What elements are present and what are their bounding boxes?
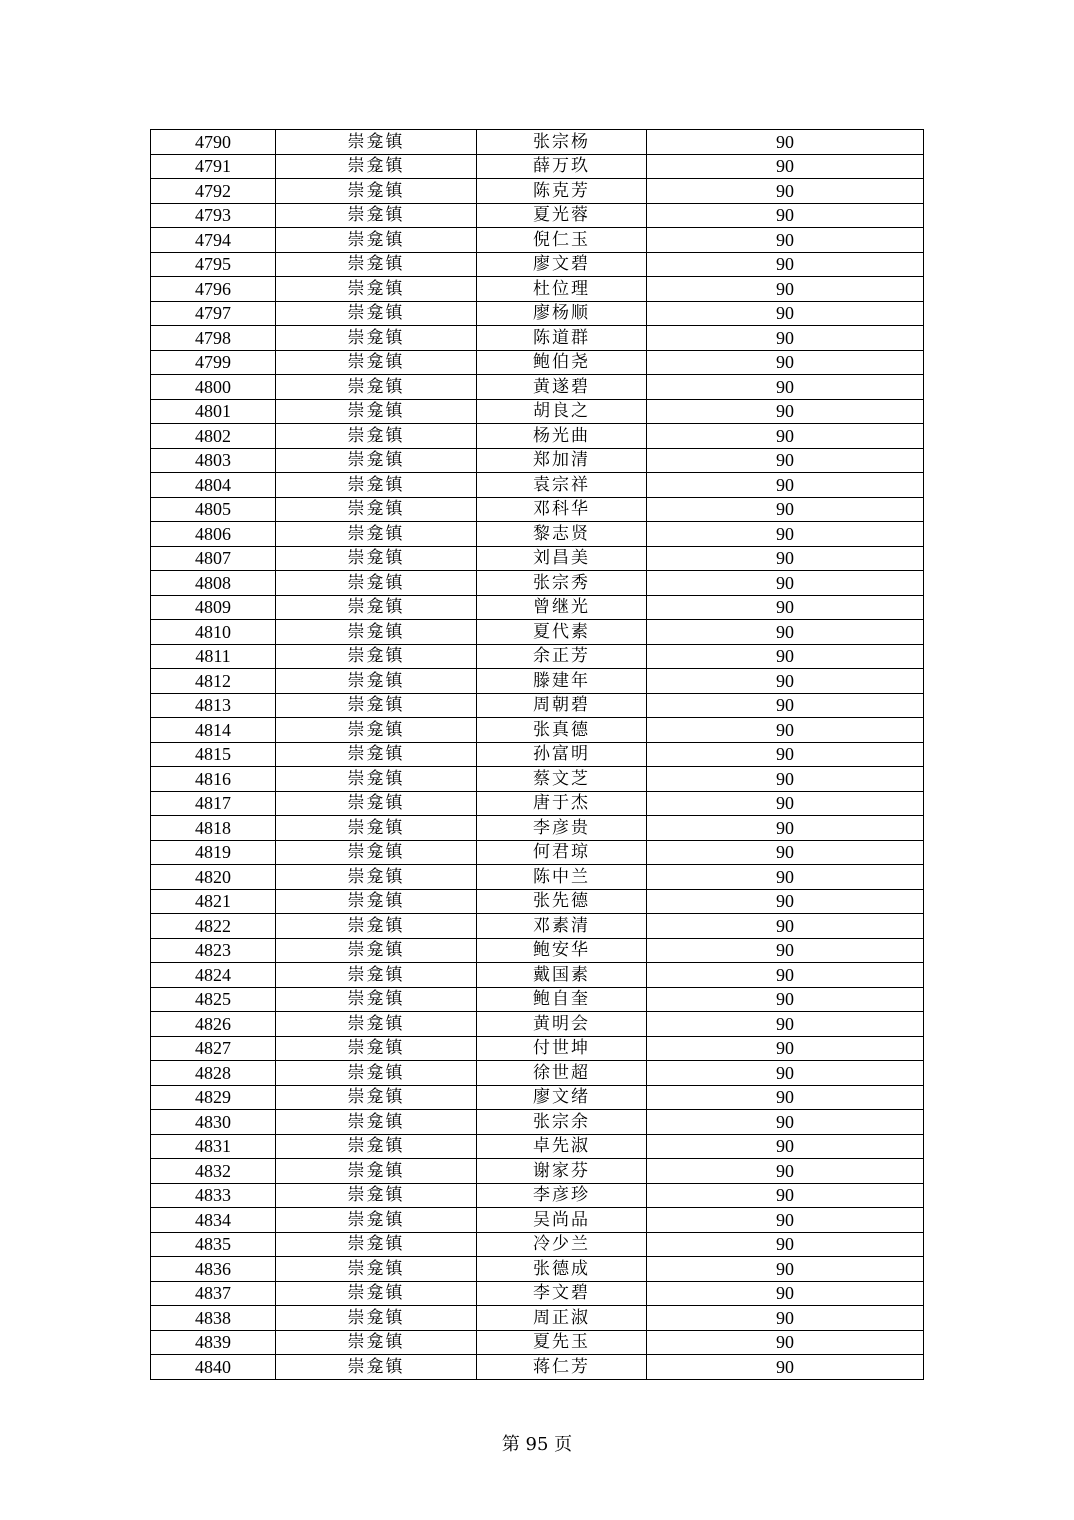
amount-cell: 90 xyxy=(647,1183,924,1208)
name-cell: 曾继光 xyxy=(477,595,647,620)
town-cell: 崇龛镇 xyxy=(276,1281,477,1306)
table-row xyxy=(151,326,924,351)
serial-number-cell: 4802 xyxy=(151,424,276,449)
amount-cell: 90 xyxy=(647,718,924,743)
serial-number-cell: 4826 xyxy=(151,1012,276,1037)
town-cell: 崇龛镇 xyxy=(276,301,477,326)
name-cell: 张宗杨 xyxy=(477,130,647,155)
name-cell: 张宗秀 xyxy=(477,571,647,596)
amount-cell: 90 xyxy=(647,1085,924,1110)
town-cell: 崇龛镇 xyxy=(276,693,477,718)
town-cell: 崇龛镇 xyxy=(276,1159,477,1184)
name-cell: 张宗余 xyxy=(477,1110,647,1135)
serial-number-cell: 4829 xyxy=(151,1085,276,1110)
serial-number-cell: 4796 xyxy=(151,277,276,302)
table-row xyxy=(151,595,924,620)
amount-cell: 90 xyxy=(647,1306,924,1331)
serial-number-cell: 4839 xyxy=(151,1330,276,1355)
town-cell: 崇龛镇 xyxy=(276,987,477,1012)
name-cell: 陈克芳 xyxy=(477,179,647,204)
name-cell: 蒋仁芳 xyxy=(477,1355,647,1380)
town-cell: 崇龛镇 xyxy=(276,791,477,816)
name-cell: 张德成 xyxy=(477,1257,647,1282)
name-cell: 李文碧 xyxy=(477,1281,647,1306)
name-cell: 邓素清 xyxy=(477,914,647,939)
roster-table-body xyxy=(151,130,924,1380)
amount-cell: 90 xyxy=(647,963,924,988)
table-row xyxy=(151,252,924,277)
serial-number-cell: 4809 xyxy=(151,595,276,620)
table-row xyxy=(151,203,924,228)
town-cell: 崇龛镇 xyxy=(276,644,477,669)
table-row xyxy=(151,350,924,375)
table-row xyxy=(151,718,924,743)
serial-number-cell: 4830 xyxy=(151,1110,276,1135)
name-cell: 鲍安华 xyxy=(477,938,647,963)
serial-number-cell: 4818 xyxy=(151,816,276,841)
amount-cell: 90 xyxy=(647,546,924,571)
town-cell: 崇龛镇 xyxy=(276,914,477,939)
table-row xyxy=(151,889,924,914)
serial-number-cell: 4838 xyxy=(151,1306,276,1331)
serial-number-cell: 4798 xyxy=(151,326,276,351)
name-cell: 唐于杰 xyxy=(477,791,647,816)
serial-number-cell: 4822 xyxy=(151,914,276,939)
amount-cell: 90 xyxy=(647,840,924,865)
amount-cell: 90 xyxy=(647,644,924,669)
town-cell: 崇龛镇 xyxy=(276,718,477,743)
table-row xyxy=(151,154,924,179)
town-cell: 崇龛镇 xyxy=(276,1306,477,1331)
town-cell: 崇龛镇 xyxy=(276,228,477,253)
amount-cell: 90 xyxy=(647,228,924,253)
name-cell: 张真德 xyxy=(477,718,647,743)
serial-number-cell: 4821 xyxy=(151,889,276,914)
table-row xyxy=(151,1012,924,1037)
name-cell: 夏先玉 xyxy=(477,1330,647,1355)
town-cell: 崇龛镇 xyxy=(276,546,477,571)
amount-cell: 90 xyxy=(647,938,924,963)
name-cell: 李彦珍 xyxy=(477,1183,647,1208)
serial-number-cell: 4815 xyxy=(151,742,276,767)
serial-number-cell: 4823 xyxy=(151,938,276,963)
name-cell: 鲍伯尧 xyxy=(477,350,647,375)
table-row xyxy=(151,1306,924,1331)
town-cell: 崇龛镇 xyxy=(276,154,477,179)
serial-number-cell: 4801 xyxy=(151,399,276,424)
amount-cell: 90 xyxy=(647,693,924,718)
name-cell: 袁宗祥 xyxy=(477,473,647,498)
serial-number-cell: 4828 xyxy=(151,1061,276,1086)
serial-number-cell: 4794 xyxy=(151,228,276,253)
name-cell: 周正淑 xyxy=(477,1306,647,1331)
town-cell: 崇龛镇 xyxy=(276,350,477,375)
amount-cell: 90 xyxy=(647,1061,924,1086)
table-row xyxy=(151,644,924,669)
table-row xyxy=(151,277,924,302)
town-cell: 崇龛镇 xyxy=(276,130,477,155)
table-row xyxy=(151,473,924,498)
table-row xyxy=(151,1061,924,1086)
name-cell: 冷少兰 xyxy=(477,1232,647,1257)
amount-cell: 90 xyxy=(647,350,924,375)
town-cell: 崇龛镇 xyxy=(276,1134,477,1159)
town-cell: 崇龛镇 xyxy=(276,1012,477,1037)
table-row xyxy=(151,497,924,522)
serial-number-cell: 4799 xyxy=(151,350,276,375)
table-row xyxy=(151,228,924,253)
serial-number-cell: 4812 xyxy=(151,669,276,694)
amount-cell: 90 xyxy=(647,865,924,890)
table-row xyxy=(151,1110,924,1135)
amount-cell: 90 xyxy=(647,914,924,939)
amount-cell: 90 xyxy=(647,1036,924,1061)
town-cell: 崇龛镇 xyxy=(276,375,477,400)
table-row xyxy=(151,1085,924,1110)
amount-cell: 90 xyxy=(647,1012,924,1037)
serial-number-cell: 4790 xyxy=(151,130,276,155)
town-cell: 崇龛镇 xyxy=(276,620,477,645)
town-cell: 崇龛镇 xyxy=(276,179,477,204)
amount-cell: 90 xyxy=(647,1257,924,1282)
amount-cell: 90 xyxy=(647,1330,924,1355)
amount-cell: 90 xyxy=(647,1134,924,1159)
serial-number-cell: 4793 xyxy=(151,203,276,228)
serial-number-cell: 4817 xyxy=(151,791,276,816)
town-cell: 崇龛镇 xyxy=(276,522,477,547)
name-cell: 蔡文芝 xyxy=(477,767,647,792)
amount-cell: 90 xyxy=(647,277,924,302)
table-row xyxy=(151,1208,924,1233)
town-cell: 崇龛镇 xyxy=(276,816,477,841)
town-cell: 崇龛镇 xyxy=(276,1183,477,1208)
amount-cell: 90 xyxy=(647,571,924,596)
amount-cell: 90 xyxy=(647,1281,924,1306)
amount-cell: 90 xyxy=(647,130,924,155)
serial-number-cell: 4824 xyxy=(151,963,276,988)
table-row xyxy=(151,571,924,596)
table-row xyxy=(151,816,924,841)
name-cell: 夏代素 xyxy=(477,620,647,645)
town-cell: 崇龛镇 xyxy=(276,252,477,277)
serial-number-cell: 4813 xyxy=(151,693,276,718)
name-cell: 陈道群 xyxy=(477,326,647,351)
town-cell: 崇龛镇 xyxy=(276,424,477,449)
serial-number-cell: 4792 xyxy=(151,179,276,204)
amount-cell: 90 xyxy=(647,1355,924,1380)
name-cell: 黄遂碧 xyxy=(477,375,647,400)
amount-cell: 90 xyxy=(647,203,924,228)
amount-cell: 90 xyxy=(647,595,924,620)
serial-number-cell: 4806 xyxy=(151,522,276,547)
name-cell: 黄明会 xyxy=(477,1012,647,1037)
name-cell: 谢家芬 xyxy=(477,1159,647,1184)
amount-cell: 90 xyxy=(647,399,924,424)
table-row xyxy=(151,865,924,890)
town-cell: 崇龛镇 xyxy=(276,669,477,694)
amount-cell: 90 xyxy=(647,791,924,816)
name-cell: 杜位理 xyxy=(477,277,647,302)
serial-number-cell: 4795 xyxy=(151,252,276,277)
town-cell: 崇龛镇 xyxy=(276,1036,477,1061)
amount-cell: 90 xyxy=(647,620,924,645)
serial-number-cell: 4804 xyxy=(151,473,276,498)
table-row xyxy=(151,399,924,424)
name-cell: 廖杨顺 xyxy=(477,301,647,326)
serial-number-cell: 4805 xyxy=(151,497,276,522)
serial-number-cell: 4803 xyxy=(151,448,276,473)
name-cell: 刘昌美 xyxy=(477,546,647,571)
table-row xyxy=(151,1232,924,1257)
name-cell: 鲍自奎 xyxy=(477,987,647,1012)
table-row xyxy=(151,1134,924,1159)
table-row xyxy=(151,130,924,155)
town-cell: 崇龛镇 xyxy=(276,865,477,890)
roster-table xyxy=(150,129,924,1380)
serial-number-cell: 4825 xyxy=(151,987,276,1012)
table-row xyxy=(151,987,924,1012)
name-cell: 薛万玖 xyxy=(477,154,647,179)
serial-number-cell: 4800 xyxy=(151,375,276,400)
amount-cell: 90 xyxy=(647,767,924,792)
name-cell: 杨光曲 xyxy=(477,424,647,449)
name-cell: 付世坤 xyxy=(477,1036,647,1061)
table-row xyxy=(151,693,924,718)
town-cell: 崇龛镇 xyxy=(276,326,477,351)
town-cell: 崇龛镇 xyxy=(276,742,477,767)
amount-cell: 90 xyxy=(647,816,924,841)
table-row xyxy=(151,375,924,400)
amount-cell: 90 xyxy=(647,987,924,1012)
table-row xyxy=(151,938,924,963)
town-cell: 崇龛镇 xyxy=(276,1257,477,1282)
name-cell: 胡良之 xyxy=(477,399,647,424)
table-row xyxy=(151,914,924,939)
town-cell: 崇龛镇 xyxy=(276,1330,477,1355)
serial-number-cell: 4819 xyxy=(151,840,276,865)
serial-number-cell: 4834 xyxy=(151,1208,276,1233)
amount-cell: 90 xyxy=(647,742,924,767)
table-row xyxy=(151,1281,924,1306)
name-cell: 吴尚品 xyxy=(477,1208,647,1233)
amount-cell: 90 xyxy=(647,424,924,449)
amount-cell: 90 xyxy=(647,326,924,351)
serial-number-cell: 4833 xyxy=(151,1183,276,1208)
table-row xyxy=(151,742,924,767)
table-row xyxy=(151,1159,924,1184)
name-cell: 廖文碧 xyxy=(477,252,647,277)
table-row xyxy=(151,840,924,865)
amount-cell: 90 xyxy=(647,522,924,547)
serial-number-cell: 4840 xyxy=(151,1355,276,1380)
serial-number-cell: 4816 xyxy=(151,767,276,792)
name-cell: 廖文绪 xyxy=(477,1085,647,1110)
table-row xyxy=(151,1257,924,1282)
table-row xyxy=(151,669,924,694)
serial-number-cell: 4827 xyxy=(151,1036,276,1061)
table-row xyxy=(151,1330,924,1355)
table-row xyxy=(151,1036,924,1061)
town-cell: 崇龛镇 xyxy=(276,448,477,473)
serial-number-cell: 4807 xyxy=(151,546,276,571)
serial-number-cell: 4797 xyxy=(151,301,276,326)
table-row xyxy=(151,522,924,547)
town-cell: 崇龛镇 xyxy=(276,595,477,620)
name-cell: 周朝碧 xyxy=(477,693,647,718)
town-cell: 崇龛镇 xyxy=(276,1232,477,1257)
amount-cell: 90 xyxy=(647,154,924,179)
serial-number-cell: 4832 xyxy=(151,1159,276,1184)
town-cell: 崇龛镇 xyxy=(276,1061,477,1086)
table-row xyxy=(151,791,924,816)
name-cell: 卓先淑 xyxy=(477,1134,647,1159)
amount-cell: 90 xyxy=(647,1159,924,1184)
name-cell: 倪仁玉 xyxy=(477,228,647,253)
amount-cell: 90 xyxy=(647,497,924,522)
town-cell: 崇龛镇 xyxy=(276,1355,477,1380)
serial-number-cell: 4820 xyxy=(151,865,276,890)
town-cell: 崇龛镇 xyxy=(276,963,477,988)
name-cell: 郑加清 xyxy=(477,448,647,473)
table-row xyxy=(151,179,924,204)
name-cell: 何君琼 xyxy=(477,840,647,865)
town-cell: 崇龛镇 xyxy=(276,938,477,963)
town-cell: 崇龛镇 xyxy=(276,497,477,522)
amount-cell: 90 xyxy=(647,889,924,914)
name-cell: 夏光蓉 xyxy=(477,203,647,228)
serial-number-cell: 4837 xyxy=(151,1281,276,1306)
table-row xyxy=(151,546,924,571)
town-cell: 崇龛镇 xyxy=(276,277,477,302)
serial-number-cell: 4814 xyxy=(151,718,276,743)
name-cell: 张先德 xyxy=(477,889,647,914)
table-row xyxy=(151,424,924,449)
table-row xyxy=(151,301,924,326)
name-cell: 黎志贤 xyxy=(477,522,647,547)
page-number: 第 95 页 xyxy=(501,1434,573,1455)
amount-cell: 90 xyxy=(647,252,924,277)
name-cell: 邓科华 xyxy=(477,497,647,522)
name-cell: 陈中兰 xyxy=(477,865,647,890)
town-cell: 崇龛镇 xyxy=(276,1110,477,1135)
table-row xyxy=(151,448,924,473)
name-cell: 徐世超 xyxy=(477,1061,647,1086)
serial-number-cell: 4811 xyxy=(151,644,276,669)
table-row xyxy=(151,767,924,792)
town-cell: 崇龛镇 xyxy=(276,889,477,914)
amount-cell: 90 xyxy=(647,1208,924,1233)
serial-number-cell: 4835 xyxy=(151,1232,276,1257)
table-row xyxy=(151,1183,924,1208)
name-cell: 戴国素 xyxy=(477,963,647,988)
name-cell: 李彦贵 xyxy=(477,816,647,841)
amount-cell: 90 xyxy=(647,1110,924,1135)
name-cell: 孙富明 xyxy=(477,742,647,767)
name-cell: 滕建年 xyxy=(477,669,647,694)
town-cell: 崇龛镇 xyxy=(276,399,477,424)
town-cell: 崇龛镇 xyxy=(276,203,477,228)
amount-cell: 90 xyxy=(647,179,924,204)
amount-cell: 90 xyxy=(647,375,924,400)
amount-cell: 90 xyxy=(647,448,924,473)
table-row xyxy=(151,963,924,988)
town-cell: 崇龛镇 xyxy=(276,1208,477,1233)
serial-number-cell: 4791 xyxy=(151,154,276,179)
name-cell: 余正芳 xyxy=(477,644,647,669)
town-cell: 崇龛镇 xyxy=(276,473,477,498)
town-cell: 崇龛镇 xyxy=(276,840,477,865)
serial-number-cell: 4808 xyxy=(151,571,276,596)
amount-cell: 90 xyxy=(647,669,924,694)
amount-cell: 90 xyxy=(647,301,924,326)
serial-number-cell: 4831 xyxy=(151,1134,276,1159)
amount-cell: 90 xyxy=(647,473,924,498)
serial-number-cell: 4810 xyxy=(151,620,276,645)
town-cell: 崇龛镇 xyxy=(276,571,477,596)
serial-number-cell: 4836 xyxy=(151,1257,276,1282)
town-cell: 崇龛镇 xyxy=(276,1085,477,1110)
table-row xyxy=(151,620,924,645)
town-cell: 崇龛镇 xyxy=(276,767,477,792)
table-row xyxy=(151,1355,924,1380)
amount-cell: 90 xyxy=(647,1232,924,1257)
